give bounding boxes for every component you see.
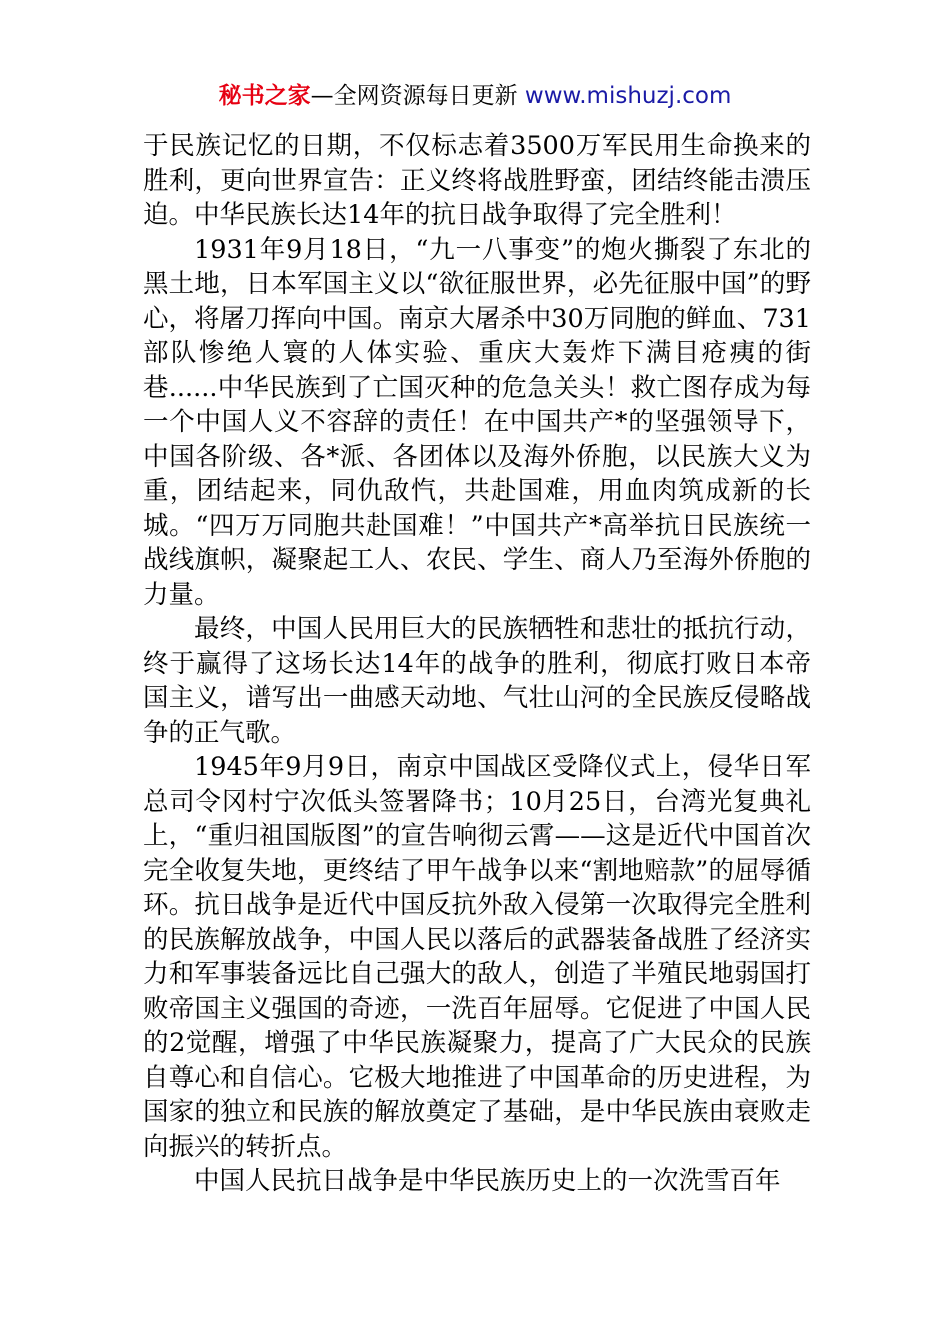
paragraph-1: 于民族记忆的日期，不仅标志着3500万军民用生命换来的胜利，更向世界宣告：正义终将战胜野蛮，团结终能击溃压迫。中华民族长达14年的抗日战争取得了完全胜利！	[143, 131, 811, 230]
article-body	[143, 129, 811, 1199]
paragraph-4: 1945年9月9日，南京中国战区受降仪式上，侵华日军总司令冈村宁次低头签署降书；10月25日，台湾光复典礼上，“重归祖国版图”的宣告响彻云霄——这是近代中国首次完全收复失地，更终结了甲午战争以来“割地赔款”的屈辱循环。抗日战争是近代中国反抗外敌入侵第一次取得完全胜利的民族解放战争，中国人民以落后的武器装备战胜了经济实力和军事装备远比自己强大的敌人，创造了半殖民地弱国打败帝国主义强国的奇迹，一洗百年屈辱。它促进了中国人民的2觉醒，增强了中华民族凝聚力，提高了广大民众的民族自尊心和自信心。它极大地推进了中国革命的历史进程，为国家的独立和民族的解放奠定了基础，是中华民族由衰败走向振兴的转折点。	[143, 752, 811, 1162]
paragraph-5: 中国人民抗日战争是中华民族历史上的一次洗雪百年	[194, 1166, 781, 1196]
site-header	[0, 80, 950, 112]
paragraph-3: 最终，中国人民用巨大的民族牺牲和悲壮的抵抗行动，终于赢得了这场长达14年的战争的胜利，彻底打败日本帝国主义，谱写出一曲感天动地、气壮山河的全民族反侵略战争的正气歌。	[143, 614, 811, 748]
site-tagline: —全网资源每日更新	[310, 83, 518, 109]
paragraph-2: 1931年9月18日，“九一八事变”的炮火撕裂了东北的黑土地，日本军国主义以“欲征服世界，必先征服中国”的野心，将屠刀挥向中国。南京大屠杀中30万同胞的鲜血、731部队惨绝人寰的人体实验、重庆大轰炸下满目疮痍的街巷......中华民族到了亡国灭种的危急关头！救亡图存成为每一个中国人义不容辞的责任！在中国共产*的坚强领导下，中国各阶级、各*派、各团体以及海外侨胞，以民族大义为重，团结起来，同仇敌忾，共赴国难，用血肉筑成新的长城。“四万万同胞共赴国难！”中国共产*高举抗日民族统一战线旗帜，凝聚起工人、农民、学生、商人乃至海外侨胞的力量。	[143, 234, 811, 610]
site-brand: 秘书之家	[218, 83, 311, 109]
site-url-link[interactable]: www.mishuzj.com	[524, 83, 732, 109]
